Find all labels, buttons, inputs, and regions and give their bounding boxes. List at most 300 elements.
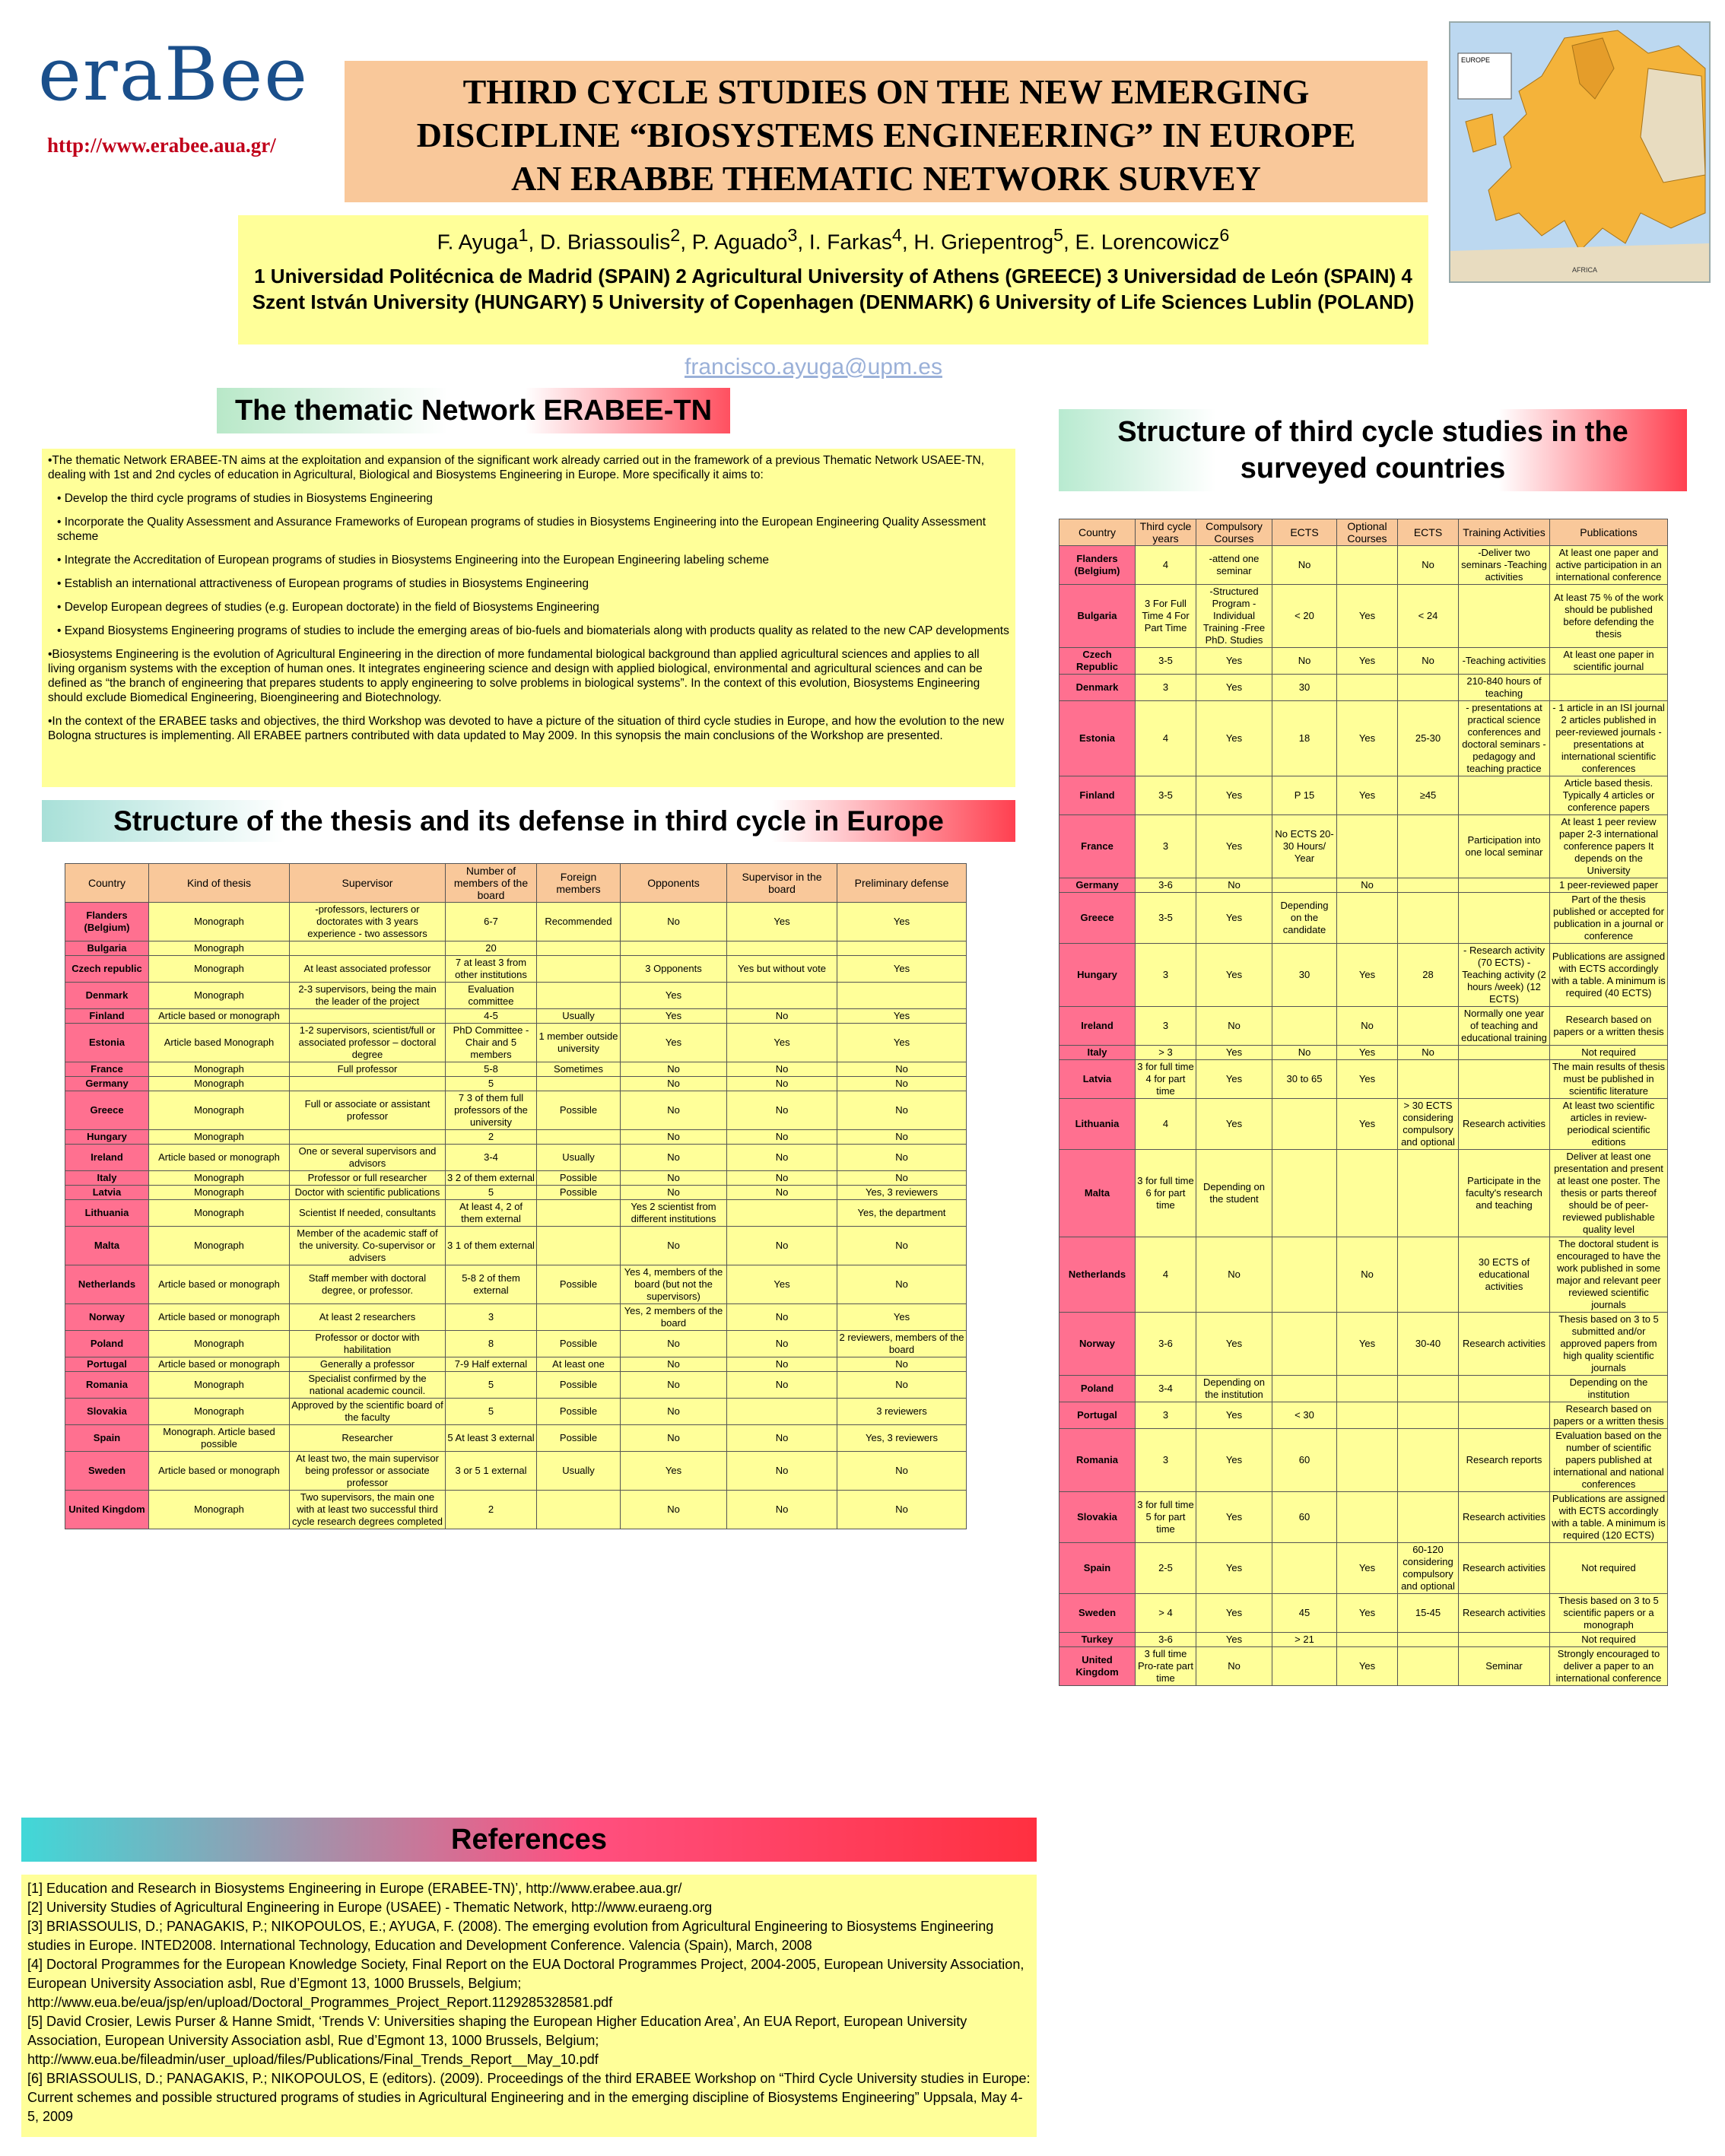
table-cell <box>1459 878 1550 893</box>
table-cell <box>621 941 727 956</box>
table-cell <box>537 956 621 983</box>
table-cell: 8 <box>446 1331 537 1357</box>
table-cell <box>1337 893 1398 944</box>
country-cell: Hungary <box>65 1130 149 1145</box>
table-row <box>1059 1376 1668 1402</box>
table-cell: Article based or monograph <box>149 1304 290 1331</box>
country-cell: Slovakia <box>1059 1492 1136 1543</box>
contact-email-link[interactable]: francisco.ayuga@upm.es <box>685 354 942 379</box>
table-cell: 30-40 <box>1398 1313 1459 1376</box>
table-cell: Yes <box>1196 1633 1272 1647</box>
table-cell: No <box>1196 878 1272 893</box>
table-cell: Monograph <box>149 1077 290 1091</box>
table-cell: No <box>837 1227 967 1265</box>
table-cell <box>1272 1313 1337 1376</box>
country-cell: Norway <box>65 1304 149 1331</box>
table-cell: Yes <box>837 956 967 983</box>
column-header: Number of members of the board <box>446 864 537 903</box>
table-cell: Recommended <box>537 903 621 941</box>
table-row <box>65 1145 967 1171</box>
country-cell: France <box>1059 815 1136 878</box>
table-cell <box>1272 1237 1337 1313</box>
table-cell: No <box>1196 1647 1272 1686</box>
table-cell: 3 <box>1136 1429 1196 1492</box>
country-cell: Estonia <box>1059 701 1136 776</box>
table-row <box>65 1227 967 1265</box>
table-cell: Yes <box>1196 1543 1272 1594</box>
column-header: Preliminary defense <box>837 864 967 903</box>
table-cell: Yes <box>1337 585 1398 648</box>
table-cell: Yes <box>1196 648 1272 675</box>
table-cell: No <box>727 1331 837 1357</box>
table-cell: 4 <box>1136 1099 1196 1150</box>
table-cell: No <box>837 1171 967 1186</box>
table-cell: Monograph <box>149 1200 290 1227</box>
europe-map-svg <box>1450 23 1709 281</box>
country-cell: Spain <box>1059 1543 1136 1594</box>
table-row <box>65 1130 967 1145</box>
table-cell: At least 2 researchers <box>290 1304 446 1331</box>
table-cell <box>1398 1237 1459 1313</box>
table-cell: Researcher <box>290 1425 446 1452</box>
country-cell: Romania <box>1059 1429 1136 1492</box>
table-cell: Yes <box>1337 1313 1398 1376</box>
country-cell: Estonia <box>65 1024 149 1062</box>
table-cell: - Research activity (70 ECTS) - Teaching activity (2 hours /week) (12 ECTS) <box>1459 944 1550 1007</box>
reference-item: [1] Education and Research in Biosystems Engineering in Europe (ERABEE-TN)’, http://www.erabee.aua.gr/ <box>27 1881 682 1896</box>
table-row <box>1059 1237 1668 1313</box>
reference-item: [4] Doctoral Programmes for the European Knowledge Society, Final Report on the EUA Doctoral Programmes Project, 2004-2005, European University Association, European University Association asbl, Rue d’Egmont 13, 1000 Brussels, Belgium; http://www.eua.be/eua/jsp/en/upload/Doctoral_Programmes_Project_Report.1129285328581.pdf <box>27 1957 1025 2010</box>
country-cell: Ireland <box>65 1145 149 1171</box>
country-cell: Latvia <box>1059 1060 1136 1099</box>
table-cell: Possible <box>537 1186 621 1200</box>
table-cell: Yes <box>1196 1060 1272 1099</box>
table-cell <box>290 1009 446 1024</box>
table-cell <box>1459 1402 1550 1429</box>
table-cell: Participate in the faculty's research and teaching <box>1459 1150 1550 1237</box>
table-cell: 3 Opponents <box>621 956 727 983</box>
table-cell: No <box>837 1357 967 1372</box>
table-cell: 3 <box>1136 815 1196 878</box>
title-line-3: AN ERABBE THEMATIC NETWORK SURVEY <box>511 159 1261 198</box>
table-row <box>1059 1594 1668 1633</box>
column-header: Optional Courses <box>1337 519 1398 546</box>
table-cell: 3-5 <box>1136 648 1196 675</box>
table-cell: -professors, lecturers or doctorates with 3 years experience - two assessors <box>290 903 446 941</box>
table-row <box>1059 1150 1668 1237</box>
table-cell: 210-840 hours of teaching <box>1459 675 1550 701</box>
table-cell: Possible <box>537 1171 621 1186</box>
table-row <box>65 1077 967 1091</box>
table-cell: 3 full time Pro-rate part time <box>1136 1647 1196 1686</box>
table-cell: Publications are assigned with ECTS accordingly with a table. A minimum is required (120 ECTS) <box>1550 1492 1668 1543</box>
table-cell: - 1 article in an ISI journal 2 articles published in peer-reviewed journals -presentations at international scientific conferences <box>1550 701 1668 776</box>
country-cell: France <box>65 1062 149 1077</box>
country-cell: Czech republic <box>65 956 149 983</box>
table-cell: At least two scientific articles in review-periodical scientific editions <box>1550 1099 1668 1150</box>
table-cell: No <box>1398 648 1459 675</box>
table-cell <box>1398 675 1459 701</box>
erabee-logo <box>38 32 310 120</box>
table-cell: Research activities <box>1459 1594 1550 1633</box>
table-row <box>65 903 967 941</box>
section-heading-thesis: Structure of the thesis and its defense in third cycle in Europe <box>42 800 1015 842</box>
table-cell: Depending on the student <box>1196 1150 1272 1237</box>
table-row <box>65 1399 967 1425</box>
table-cell: No <box>727 1304 837 1331</box>
table-cell: 4 <box>1136 701 1196 776</box>
country-cell: Netherlands <box>1059 1237 1136 1313</box>
country-cell: Finland <box>1059 776 1136 815</box>
table-cell <box>1337 1429 1398 1492</box>
table-cell: Yes <box>1196 893 1272 944</box>
table-cell: Monograph <box>149 903 290 941</box>
country-cell: Sweden <box>65 1452 149 1491</box>
table-cell: No <box>621 903 727 941</box>
table-cell <box>1272 1543 1337 1594</box>
table-cell: Yes <box>1337 1046 1398 1060</box>
table-header-row <box>65 864 967 903</box>
table-cell: No <box>621 1077 727 1091</box>
table-cell: No <box>621 1062 727 1077</box>
table-cell: 30 <box>1272 675 1337 701</box>
table-cell: Monograph <box>149 1491 290 1529</box>
table-cell: Article based or monograph <box>149 1009 290 1024</box>
table-cell: Article based Monograph <box>149 1024 290 1062</box>
table-cell: 4 <box>1136 1237 1196 1313</box>
table-row <box>65 1265 967 1304</box>
table-cell: Usually <box>537 1009 621 1024</box>
table-cell: Full or associate or assistant professor <box>290 1091 446 1130</box>
table-cell: 3-6 <box>1136 1313 1196 1376</box>
table-cell: Yes <box>1196 1402 1272 1429</box>
table-cell <box>290 941 446 956</box>
table-cell: 5 <box>446 1399 537 1425</box>
title-line-1: THIRD CYCLE STUDIES ON THE NEW EMERGING <box>462 72 1310 111</box>
thesis-table <box>65 863 967 1529</box>
table-cell <box>1337 1633 1398 1647</box>
country-cell: Bulgaria <box>1059 585 1136 648</box>
table-cell: 5 <box>446 1372 537 1399</box>
table-cell: Part of the thesis published or accepted for publication in a journal or conference <box>1550 893 1668 944</box>
column-header: Compulsory Courses <box>1196 519 1272 546</box>
table-row <box>65 1091 967 1130</box>
table-cell: Yes <box>621 983 727 1009</box>
table-cell: Professor or doctor with habilitation <box>290 1331 446 1357</box>
table-cell: No <box>727 1372 837 1399</box>
table-cell: Yes <box>1196 815 1272 878</box>
aim-item: • Develop the third cycle programs of studies in Biosystems Engineering <box>57 492 433 505</box>
table-cell: Possible <box>537 1265 621 1304</box>
table-cell: 3 <box>1136 675 1196 701</box>
column-header: Supervisor <box>290 864 446 903</box>
table-cell: Generally a professor <box>290 1357 446 1372</box>
country-cell: Sweden <box>1059 1594 1136 1633</box>
table-cell: Thesis based on 3 to 5 scientific papers or a monograph <box>1550 1594 1668 1633</box>
table-cell: 3 1 of them external <box>446 1227 537 1265</box>
table-cell: Yes <box>621 1009 727 1024</box>
table-cell: Publications are assigned with ECTS accordingly with a table. A minimum is required (40 ECTS) <box>1550 944 1668 1007</box>
table-cell: Yes <box>1337 1647 1398 1686</box>
table-cell: At least 4, 2 of them external <box>446 1200 537 1227</box>
logo-text: eraBee <box>38 32 310 117</box>
table-cell: 3-5 <box>1136 893 1196 944</box>
table-cell: At least one paper and active participation in an international conference <box>1550 546 1668 585</box>
table-row <box>1059 1313 1668 1376</box>
column-header: ECTS <box>1272 519 1337 546</box>
table-row <box>1059 893 1668 944</box>
country-cell: Denmark <box>65 983 149 1009</box>
table-cell: No <box>727 1227 837 1265</box>
country-cell: Germany <box>65 1077 149 1091</box>
table-cell: < 30 <box>1272 1402 1337 1429</box>
table-cell: 1 peer-reviewed paper <box>1550 878 1668 893</box>
section-heading-network: The thematic Network ERABEE-TN <box>217 388 730 433</box>
table-cell: Yes but without vote <box>727 956 837 983</box>
table-cell: No <box>727 1452 837 1491</box>
table-cell: No <box>837 1091 967 1130</box>
table-cell: 3-4 <box>1136 1376 1196 1402</box>
table-cell: P 15 <box>1272 776 1337 815</box>
column-header: ECTS <box>1398 519 1459 546</box>
table-cell <box>1398 1402 1459 1429</box>
authors-block <box>238 215 1428 345</box>
table-cell <box>1398 1492 1459 1543</box>
table-cell: 4 <box>1136 546 1196 585</box>
table-row <box>65 1357 967 1372</box>
table-cell: < 20 <box>1272 585 1337 648</box>
table-cell: 30 ECTS of educational activities <box>1459 1237 1550 1313</box>
table-cell: Possible <box>537 1425 621 1452</box>
country-cell: United Kingdom <box>65 1491 149 1529</box>
poster-title <box>345 61 1428 202</box>
table-cell: No <box>727 1091 837 1130</box>
table-cell <box>1398 893 1459 944</box>
table-cell: Depending on the institution <box>1196 1376 1272 1402</box>
table-row <box>65 1200 967 1227</box>
table-cell: Professor or full researcher <box>290 1171 446 1186</box>
table-cell <box>290 1077 446 1091</box>
table-cell: Evaluation committee <box>446 983 537 1009</box>
table-cell <box>537 1130 621 1145</box>
table-cell: 7-9 Half external <box>446 1357 537 1372</box>
country-cell: Lithuania <box>1059 1099 1136 1150</box>
table-cell: Yes <box>1196 701 1272 776</box>
column-header: Kind of thesis <box>149 864 290 903</box>
erabee-url-link[interactable]: http://www.erabee.aua.gr/ <box>47 134 276 157</box>
table-cell <box>727 1399 837 1425</box>
table-row <box>1059 776 1668 815</box>
table-cell: No <box>727 1009 837 1024</box>
table-cell: Research activities <box>1459 1099 1550 1150</box>
table-cell: 6-7 <box>446 903 537 941</box>
column-header: Training Activities <box>1459 519 1550 546</box>
table-cell: Research based on papers or a written thesis <box>1550 1007 1668 1046</box>
table-cell: Yes <box>1337 701 1398 776</box>
table-cell: Scientist If needed, consultants <box>290 1200 446 1227</box>
table-row <box>65 1009 967 1024</box>
table-cell: -Structured Program -Individual Training -Free PhD. Studies <box>1196 585 1272 648</box>
table-cell <box>1398 1150 1459 1237</box>
country-cell: Ireland <box>1059 1007 1136 1046</box>
table-cell: Specialist confirmed by the national academic council. <box>290 1372 446 1399</box>
table-row <box>1059 1007 1668 1046</box>
table-row <box>1059 1633 1668 1647</box>
table-cell <box>1398 1376 1459 1402</box>
table-cell: 60-120 considering compulsory and optional <box>1398 1543 1459 1594</box>
aims-list <box>48 491 1009 638</box>
table-cell: One or several supervisors and advisors <box>290 1145 446 1171</box>
table-cell: Strongly encouraged to deliver a paper to an international conference <box>1550 1647 1668 1686</box>
reference-item: [6] BRIASSOULIS, D.; PANAGAKIS, P.; NIKOPOULOS, E (editors). (2009). Proceedings of the third ERABEE Workshop on “Third Cycle University studies in Europe: Current schemes and possible structured programs of studies in Agricultural Engineering and in the emerging discipline of Biosystems Engineering” Uppsala, May 4-5, 2009 <box>27 2071 1031 2124</box>
table-cell: 3 for full time 4 for part time <box>1136 1060 1196 1099</box>
table-cell: 45 <box>1272 1594 1337 1633</box>
table-cell: The doctoral student is encouraged to have the work published in some major and relevant peer reviewed scientific journals <box>1550 1237 1668 1313</box>
table-cell: No <box>727 1357 837 1372</box>
table-cell: Thesis based on 3 to 5 submitted and/or approved papers from high quality scientific journals <box>1550 1313 1668 1376</box>
table-cell <box>1272 1150 1337 1237</box>
table-row <box>1059 585 1668 648</box>
table-cell: 5-8 2 of them external <box>446 1265 537 1304</box>
table-row <box>1059 1429 1668 1492</box>
table-cell <box>1459 1060 1550 1099</box>
country-cell: Italy <box>65 1171 149 1186</box>
intro-paragraph: •The thematic Network ERABEE-TN aims at the exploitation and expansion of the significant work already carried out in the framework of a previous Thematic Network USAEE-TN, dealing with 1st and 2nd cycles of education in Agricultural, Biological and Biosystems Engineering in Europe. More specifically it aims to: <box>48 454 985 481</box>
column-header: Country <box>65 864 149 903</box>
table-cell: 3 <box>1136 944 1196 1007</box>
table-cell: 5-8 <box>446 1062 537 1077</box>
table-cell: Yes <box>1196 1046 1272 1060</box>
table-cell: No <box>1337 1237 1398 1313</box>
table-cell: 7 3 of them full professors of the university <box>446 1091 537 1130</box>
table-cell: > 30 ECTS considering compulsory and optional <box>1398 1099 1459 1150</box>
table-cell: Yes, 3 reviewers <box>837 1186 967 1200</box>
table-cell: No <box>621 1186 727 1200</box>
table-cell: 18 <box>1272 701 1337 776</box>
table-cell: Yes <box>1337 1099 1398 1150</box>
table-row <box>65 1304 967 1331</box>
country-cell: Malta <box>65 1227 149 1265</box>
table-cell: 3 or 5 1 external <box>446 1452 537 1491</box>
table-row <box>1059 546 1668 585</box>
table-row <box>1059 648 1668 675</box>
table-cell: Yes <box>837 903 967 941</box>
country-cell: United Kingdom <box>1059 1647 1136 1686</box>
country-cell: Slovakia <box>65 1399 149 1425</box>
table-row <box>65 1491 967 1529</box>
table-cell <box>1398 815 1459 878</box>
country-cell: Italy <box>1059 1046 1136 1060</box>
table-cell: Yes <box>1337 1543 1398 1594</box>
table-cell: Yes, 2 members of the board <box>621 1304 727 1331</box>
table-row <box>1059 1647 1668 1686</box>
table-cell: Article based thesis. Typically 4 articles or conference papers <box>1550 776 1668 815</box>
table-row <box>65 1171 967 1186</box>
table-cell: Yes <box>1196 1313 1272 1376</box>
table-row <box>65 941 967 956</box>
table-cell: No <box>621 1171 727 1186</box>
table-cell: Yes <box>727 903 837 941</box>
table-cell: 20 <box>446 941 537 956</box>
table-cell <box>837 941 967 956</box>
table-row <box>65 956 967 983</box>
table-row <box>65 1452 967 1491</box>
table-cell: > 21 <box>1272 1633 1337 1647</box>
country-cell: Latvia <box>65 1186 149 1200</box>
table-header-row <box>1059 519 1668 546</box>
column-header: Opponents <box>621 864 727 903</box>
table-cell <box>1337 815 1398 878</box>
country-cell: Hungary <box>1059 944 1136 1007</box>
table-cell: 3 For Full Time 4 For Part Time <box>1136 585 1196 648</box>
column-header: Foreign members <box>537 864 621 903</box>
table-row <box>1059 1402 1668 1429</box>
table-cell: 30 <box>1272 944 1337 1007</box>
reference-item: [5] David Crosier, Lewis Purser & Hanne Smidt, ‘Trends V: Universities shaping the European Higher Education Area’, An EUA Report, European University Association, European University Association asbl, Rue d’Egmont 13, 1000 Brussels, Belgium; http://www.eua.be/fileadmin/user_upload/files/Publications/Final_Trends_Report__May_10.pdf <box>27 2014 967 2067</box>
table-cell: 30 to 65 <box>1272 1060 1337 1099</box>
table-row <box>65 1425 967 1452</box>
table-cell: Member of the academic staff of the university. Co-supervisor or advisers <box>290 1227 446 1265</box>
table-cell: 3 reviewers <box>837 1399 967 1425</box>
country-cell: Greece <box>65 1091 149 1130</box>
table-cell: Yes, the department <box>837 1200 967 1227</box>
table-cell: 3-6 <box>1136 878 1196 893</box>
country-cell: Spain <box>65 1425 149 1452</box>
aim-item: • Expand Biosystems Engineering programs of studies to include the emerging areas of bio-fuels and biomaterials along with products quality as related to the new CAP developments <box>57 624 1009 637</box>
table-cell: Yes <box>621 1024 727 1062</box>
table-cell: 1 member outside university <box>537 1024 621 1062</box>
table-cell: No <box>727 1130 837 1145</box>
table-cell: No <box>621 1357 727 1372</box>
table-cell: Usually <box>537 1145 621 1171</box>
table-cell: 2 <box>446 1491 537 1529</box>
table-cell <box>1398 1007 1459 1046</box>
table-cell: Possible <box>537 1091 621 1130</box>
table-cell: 15-45 <box>1398 1594 1459 1633</box>
table-cell <box>537 1304 621 1331</box>
table-cell: 3 for full time 6 for part time <box>1136 1150 1196 1237</box>
table-row <box>65 1331 967 1357</box>
table-cell: Normally one year of teaching and educational training <box>1459 1007 1550 1046</box>
table-cell: No ECTS 20-30 Hours/ Year <box>1272 815 1337 878</box>
table-cell: No <box>727 1425 837 1452</box>
table-cell: No <box>837 1130 967 1145</box>
table-cell: At least one paper in scientific journal <box>1550 648 1668 675</box>
table-cell: Yes <box>837 1009 967 1024</box>
table-cell: Monograph <box>149 1186 290 1200</box>
table-cell: Monograph <box>149 983 290 1009</box>
table-cell <box>1337 1402 1398 1429</box>
table-cell: 2 reviewers, members of the board <box>837 1331 967 1357</box>
table-cell: Yes <box>1196 1429 1272 1492</box>
table-cell: No <box>1196 1007 1272 1046</box>
table-cell: 5 <box>446 1186 537 1200</box>
table-cell: Possible <box>537 1372 621 1399</box>
table-cell: Yes 2 scientist from different institutions <box>621 1200 727 1227</box>
table-cell: 1-2 supervisors, scientist/full or associated professor – doctoral degree <box>290 1024 446 1062</box>
table-cell: Approved by the scientific board of the faculty <box>290 1399 446 1425</box>
table-row <box>1059 944 1668 1007</box>
table-cell: No <box>727 1186 837 1200</box>
table-cell: Article based or monograph <box>149 1452 290 1491</box>
table-cell: - presentations at practical science conferences and doctoral seminars -pedagogy and teaching practice <box>1459 701 1550 776</box>
table-cell: No <box>837 1077 967 1091</box>
table-cell: No <box>1272 648 1337 675</box>
table-row <box>1059 1492 1668 1543</box>
map-label-africa: AFRICA <box>1572 266 1598 274</box>
table-cell: No <box>727 1491 837 1529</box>
country-cell: Poland <box>65 1331 149 1357</box>
